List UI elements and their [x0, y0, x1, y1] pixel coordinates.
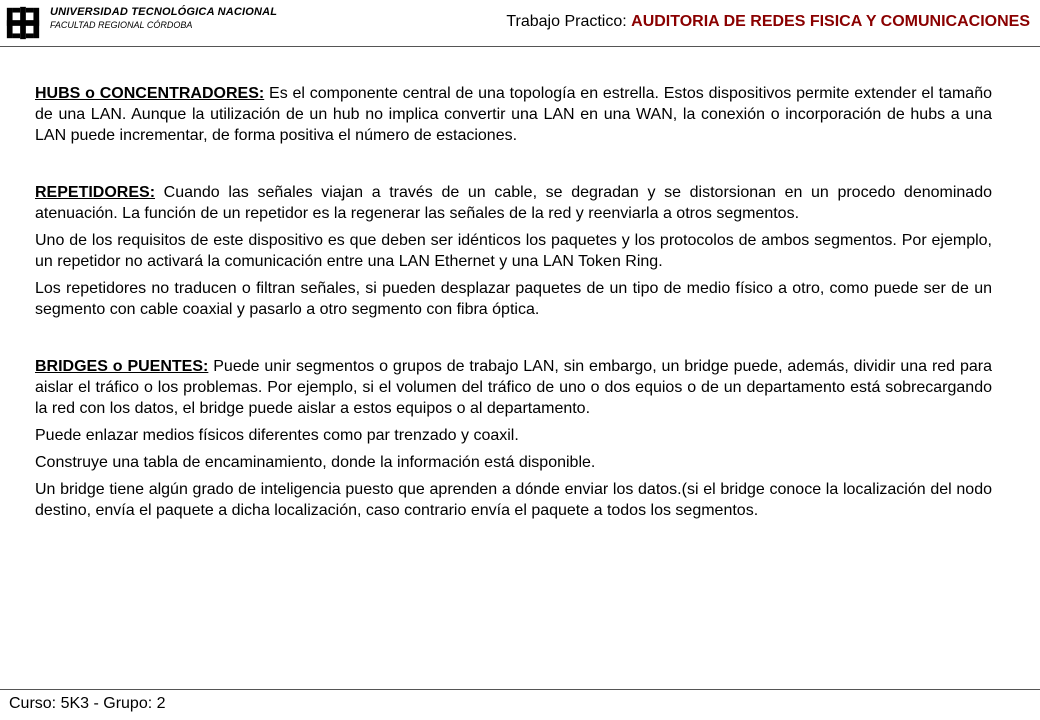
document-body — [35, 83, 992, 527]
repetidores-paragraph-1 — [35, 182, 992, 224]
repetidores-paragraph-2: Uno de los requisitos de este dispositivo es que deben ser idénticos los paquetes y los protocolos de ambos segmentos. Por ejemplo, un repetidor no activará la comunicación entre una LAN Ethernet y una LAN Token Ring. — [35, 232, 992, 270]
hubs-paragraph — [35, 83, 992, 146]
university-name: UNIVERSIDAD TECNOLÓGICA NACIONAL — [50, 6, 278, 18]
bridges-paragraph-4: Un bridge tiene algún grado de inteligencia puesto que aprenden a dónde enviar los datos.(si el bridge conoce la localización del nodo destino, envía el paquete a dicha localización, caso contrario envía el paquete a todos los segmentos. — [35, 481, 992, 519]
document-title — [506, 13, 1030, 31]
repetidores-heading: REPETIDORES: — [35, 184, 156, 201]
bridges-heading: BRIDGES o PUENTES: — [35, 358, 209, 375]
utn-logo-icon — [4, 4, 42, 42]
footer-course: Curso: 5K3 - Grupo: 2 — [9, 695, 166, 712]
bridges-text-1: Puede unir segmentos o grupos de trabajo LAN, sin embargo, un bridge puede, además, dividir una red para aislar el tráfico o los problemas. Por ejemplo, si el volumen del tráfico de uno o dos equios o de un departamento está sobrecargando la red con los datos, el bridge puede aislar a estos equipos o al departamento. — [35, 358, 992, 417]
bridges-paragraph-3: Construye una tabla de encaminamiento, donde la información está disponible. — [35, 454, 596, 471]
hubs-text: Es el componente central de una topología en estrella. Estos dispositivos permite extender el tamaño de una LAN. Aunque la utilización de un hub no implica convertir una LAN en una WAN, la conexión o incorporación de hubs a una LAN puede incrementar, de forma positiva el número de estaciones. — [35, 85, 992, 144]
repetidores-paragraph-3: Los repetidores no traducen o filtran señales, si pueden desplazar paquetes de un tipo de medio físico a otro, como puede ser de un segmento con cable coaxial y pasarlo a otro segmento con fibra óptica. — [35, 280, 992, 318]
footer-divider — [0, 689, 1040, 690]
bridges-paragraph-1 — [35, 356, 992, 419]
title-prefix: Trabajo Practico: — [506, 13, 632, 30]
faculty-name: FACULTAD REGIONAL CÓRDOBA — [50, 20, 193, 30]
repetidores-text-1: Cuando las señales viajan a través de un cable, se degradan y se distorsionan en un procedo denominado atenuación. La función de un repetidor es la regenerar las señales de la red y reenviarla a otros segmentos. — [35, 184, 992, 222]
header-divider — [0, 46, 1040, 47]
hubs-heading: HUBS o CONCENTRADORES: — [35, 85, 265, 102]
title-subject: AUDITORIA DE REDES FISICA Y COMUNICACIONES — [631, 13, 1030, 30]
page-header — [0, 0, 1040, 46]
bridges-paragraph-2: Puede enlazar medios físicos diferentes como par trenzado y coaxil. — [35, 427, 519, 444]
